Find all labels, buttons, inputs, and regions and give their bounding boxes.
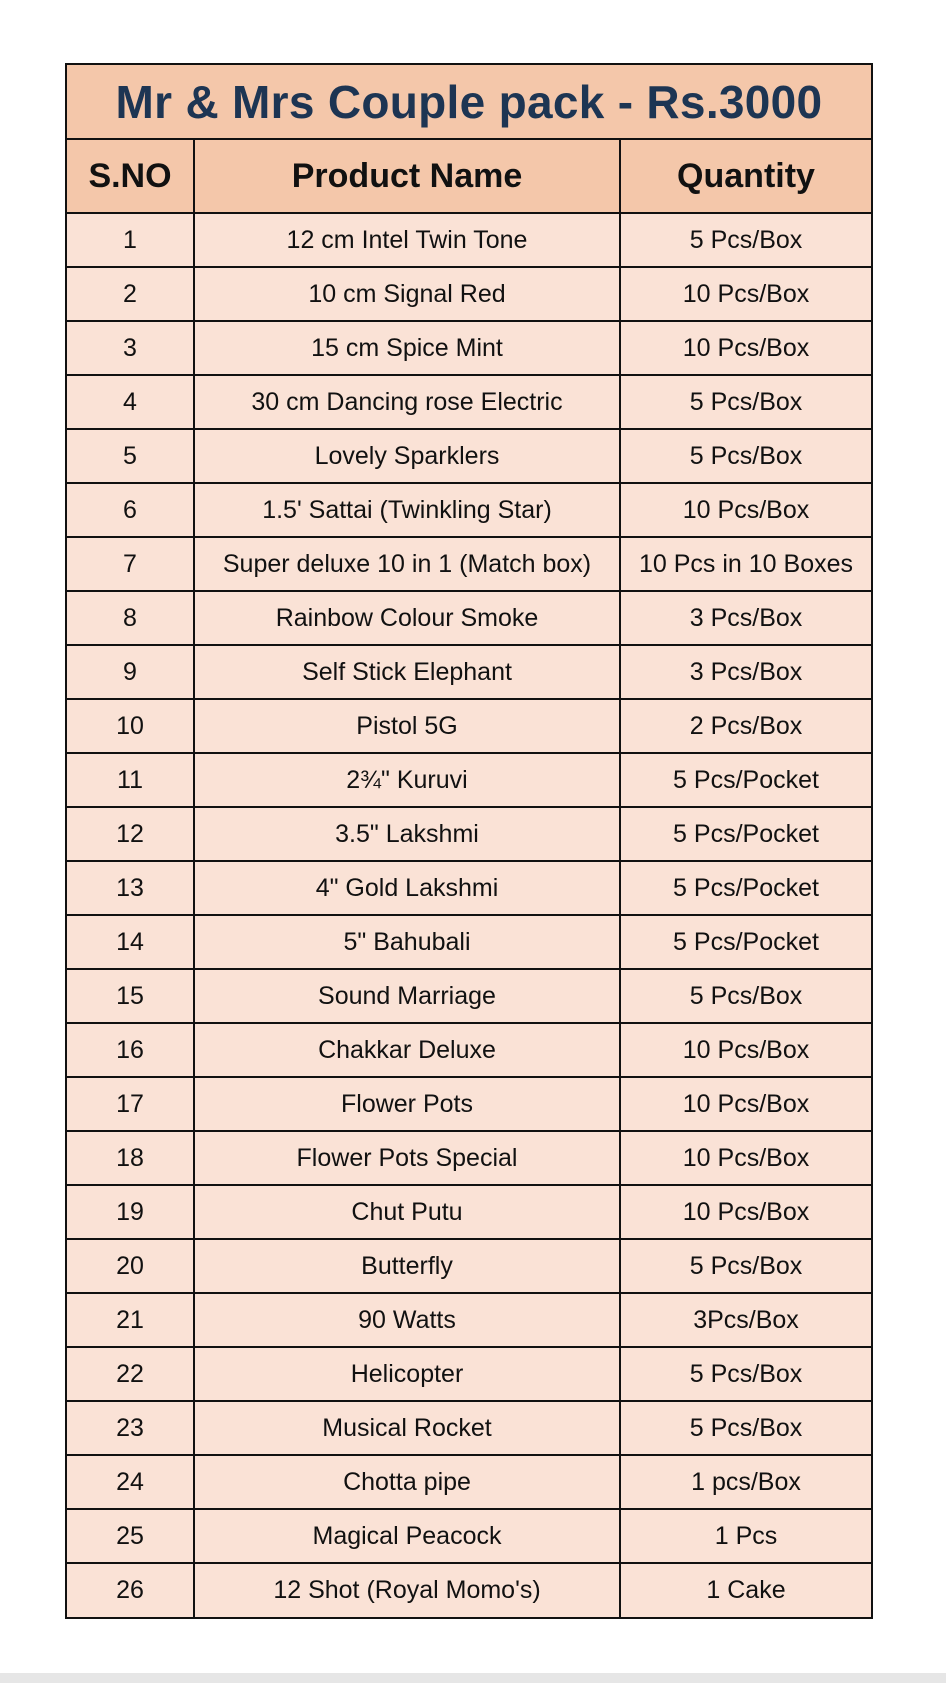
cell-product-name: 12 cm Intel Twin Tone [194, 213, 620, 267]
cell-product-name: Lovely Sparklers [194, 429, 620, 483]
cell-sno: 25 [67, 1509, 194, 1563]
cell-sno: 2 [67, 267, 194, 321]
cell-quantity: 5 Pcs/Box [620, 969, 871, 1023]
cell-product-name: 30 cm Dancing rose Electric [194, 375, 620, 429]
cell-product-name: 5" Bahubali [194, 915, 620, 969]
cell-sno: 23 [67, 1401, 194, 1455]
cell-product-name: 90 Watts [194, 1293, 620, 1347]
cell-sno: 3 [67, 321, 194, 375]
table-row [67, 1131, 871, 1185]
cell-sno: 8 [67, 591, 194, 645]
cell-quantity: 10 Pcs/Box [620, 1023, 871, 1077]
cell-product-name: Chut Putu [194, 1185, 620, 1239]
cell-product-name: Self Stick Elephant [194, 645, 620, 699]
cell-quantity: 3Pcs/Box [620, 1293, 871, 1347]
cell-quantity: 1 Pcs [620, 1509, 871, 1563]
cell-quantity: 10 Pcs/Box [620, 483, 871, 537]
cell-product-name: 15 cm Spice Mint [194, 321, 620, 375]
cell-product-name: Musical Rocket [194, 1401, 620, 1455]
cell-product-name: Sound Marriage [194, 969, 620, 1023]
table-row [67, 1509, 871, 1563]
table-row [67, 915, 871, 969]
cell-quantity: 5 Pcs/Box [620, 1239, 871, 1293]
cell-sno: 24 [67, 1455, 194, 1509]
cell-product-name: Flower Pots Special [194, 1131, 620, 1185]
cell-quantity: 5 Pcs/Box [620, 1347, 871, 1401]
table-row [67, 429, 871, 483]
column-header-product: Product Name [194, 140, 620, 213]
table-row [67, 807, 871, 861]
cell-sno: 12 [67, 807, 194, 861]
table-row [67, 753, 871, 807]
cell-quantity: 5 Pcs/Pocket [620, 915, 871, 969]
cell-product-name: Rainbow Colour Smoke [194, 591, 620, 645]
header-row [67, 140, 871, 213]
cell-product-name: Flower Pots [194, 1077, 620, 1131]
cell-quantity: 5 Pcs/Box [620, 375, 871, 429]
cell-product-name: 10 cm Signal Red [194, 267, 620, 321]
table-row [67, 1563, 871, 1617]
cell-product-name: Butterfly [194, 1239, 620, 1293]
cell-product-name: Chakkar Deluxe [194, 1023, 620, 1077]
cell-sno: 15 [67, 969, 194, 1023]
table-row [67, 1077, 871, 1131]
cell-quantity: 5 Pcs/Box [620, 429, 871, 483]
cell-sno: 6 [67, 483, 194, 537]
cell-sno: 22 [67, 1347, 194, 1401]
cell-sno: 14 [67, 915, 194, 969]
table-row [67, 645, 871, 699]
table-row [67, 375, 871, 429]
cell-product-name: Super deluxe 10 in 1 (Match box) [194, 537, 620, 591]
cell-sno: 11 [67, 753, 194, 807]
cell-sno: 5 [67, 429, 194, 483]
cell-quantity: 5 Pcs/Pocket [620, 861, 871, 915]
cell-sno: 7 [67, 537, 194, 591]
column-header-sno: S.NO [67, 140, 194, 213]
cell-product-name: 4" Gold Lakshmi [194, 861, 620, 915]
cell-sno: 20 [67, 1239, 194, 1293]
cell-quantity: 5 Pcs/Pocket [620, 807, 871, 861]
cell-quantity: 3 Pcs/Box [620, 591, 871, 645]
table-row [67, 969, 871, 1023]
cell-sno: 18 [67, 1131, 194, 1185]
cell-quantity: 2 Pcs/Box [620, 699, 871, 753]
table-row [67, 591, 871, 645]
cell-sno: 13 [67, 861, 194, 915]
table-row [67, 213, 871, 267]
table-row [67, 321, 871, 375]
cell-quantity: 1 Cake [620, 1563, 871, 1617]
cell-quantity: 5 Pcs/Box [620, 1401, 871, 1455]
page-title: Mr & Mrs Couple pack - Rs.3000 [115, 75, 823, 128]
cell-quantity: 5 Pcs/Box [620, 213, 871, 267]
cell-product-name: Pistol 5G [194, 699, 620, 753]
table-body [67, 213, 871, 1617]
cell-quantity: 10 Pcs/Box [620, 1077, 871, 1131]
table-row [67, 1293, 871, 1347]
cell-product-name: 1.5' Sattai (Twinkling Star) [194, 483, 620, 537]
cell-quantity: 5 Pcs/Pocket [620, 753, 871, 807]
cell-sno: 26 [67, 1563, 194, 1617]
table-row [67, 483, 871, 537]
cell-quantity: 1 pcs/Box [620, 1455, 871, 1509]
cell-sno: 4 [67, 375, 194, 429]
cell-quantity: 10 Pcs/Box [620, 321, 871, 375]
cell-sno: 16 [67, 1023, 194, 1077]
bottom-bar [0, 1673, 946, 1683]
cell-quantity: 3 Pcs/Box [620, 645, 871, 699]
column-header-quantity: Quantity [620, 140, 871, 213]
table-row [67, 699, 871, 753]
cell-quantity: 10 Pcs/Box [620, 1185, 871, 1239]
price-list-sheet [65, 63, 873, 1619]
table-row [67, 537, 871, 591]
table-row [67, 1023, 871, 1077]
cell-product-name: Chotta pipe [194, 1455, 620, 1509]
title-banner [67, 65, 871, 140]
table-row [67, 1455, 871, 1509]
cell-sno: 19 [67, 1185, 194, 1239]
cell-sno: 17 [67, 1077, 194, 1131]
cell-product-name: Magical Peacock [194, 1509, 620, 1563]
cell-quantity: 10 Pcs/Box [620, 1131, 871, 1185]
table-row [67, 267, 871, 321]
cell-product-name: 2¾" Kuruvi [194, 753, 620, 807]
cell-sno: 21 [67, 1293, 194, 1347]
table-row [67, 1239, 871, 1293]
table-row [67, 1401, 871, 1455]
table-row [67, 1347, 871, 1401]
cell-product-name: 12 Shot (Royal Momo's) [194, 1563, 620, 1617]
cell-sno: 10 [67, 699, 194, 753]
cell-sno: 1 [67, 213, 194, 267]
cell-product-name: Helicopter [194, 1347, 620, 1401]
product-table [67, 140, 871, 1617]
table-row [67, 1185, 871, 1239]
cell-quantity: 10 Pcs in 10 Boxes [620, 537, 871, 591]
cell-sno: 9 [67, 645, 194, 699]
cell-product-name: 3.5" Lakshmi [194, 807, 620, 861]
table-row [67, 861, 871, 915]
cell-quantity: 10 Pcs/Box [620, 267, 871, 321]
